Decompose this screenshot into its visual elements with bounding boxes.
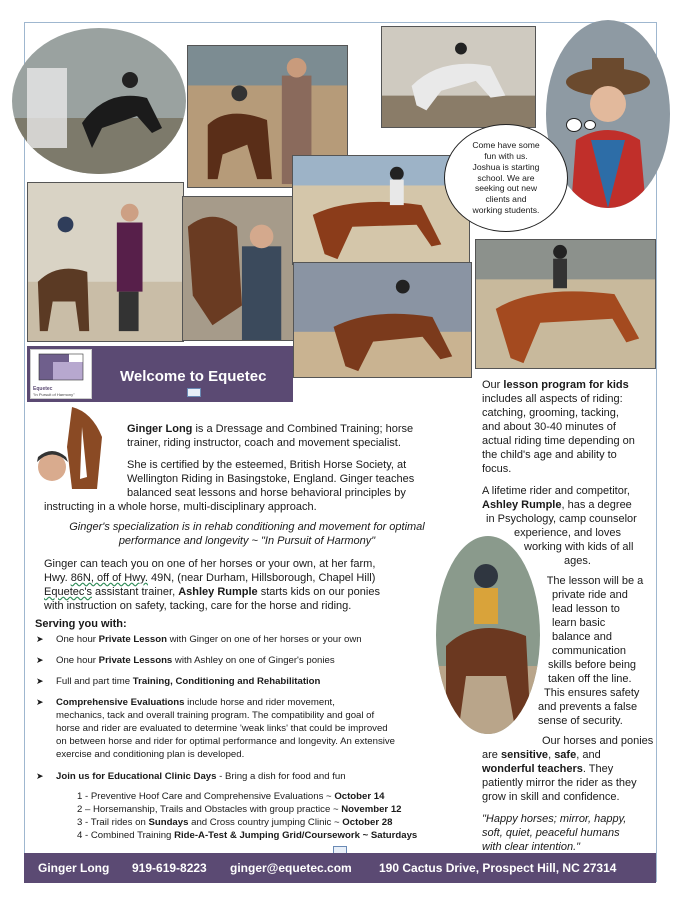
photo-grey-horse-jump bbox=[381, 26, 536, 128]
ashley-line: in Psychology, camp counselor bbox=[486, 513, 637, 525]
lesson-line: sense of security. bbox=[538, 715, 623, 727]
service-pre: One hour bbox=[56, 634, 99, 645]
clinic-item bbox=[77, 816, 392, 829]
service-pre: Full and part time bbox=[56, 676, 133, 687]
service-bold: Private Lesson bbox=[98, 634, 167, 645]
farm-line-1: Ginger can teach you on one of her horses or your own, at her farm, bbox=[44, 558, 376, 570]
arrow-bullet-icon: ➤ bbox=[36, 676, 44, 686]
service-item bbox=[36, 654, 335, 667]
ponies-line bbox=[482, 748, 601, 763]
clinic-pre: 2 – Horsemanship, Trails and Obstacles with group practice ~ bbox=[77, 804, 342, 815]
ponies-bold: safe bbox=[554, 749, 577, 761]
evaluations-line: mechanics, tack and overall training program. The compatibility and goal of bbox=[56, 710, 375, 721]
ponies-line bbox=[482, 762, 613, 777]
photo-chestnut-rider-arena bbox=[292, 155, 470, 265]
kids-line: the child's age and ability to bbox=[482, 449, 617, 461]
bubble-dot bbox=[584, 120, 596, 130]
lesson-line: private ride and bbox=[552, 589, 628, 601]
lesson-line: This ensures safety bbox=[544, 687, 640, 699]
farm-line-4: with instruction on safety, tacking, care for the horse and riding. bbox=[44, 600, 352, 612]
service-item bbox=[36, 675, 321, 688]
link-icon[interactable] bbox=[187, 388, 201, 397]
photo-ginger-with-horse bbox=[32, 407, 112, 489]
evaluations-line: exercise and conditioning plan is developed. bbox=[56, 749, 245, 760]
kids-line: catching, grooming, tacking, bbox=[482, 407, 619, 419]
intro-line-2: trainer, riding instructor, coach and movement specialist. bbox=[127, 437, 401, 449]
certified-line: balanced seat lessons and horse behavioral principles by bbox=[127, 487, 406, 499]
equetec-possessive: Equetec's bbox=[44, 586, 92, 598]
ponies-line: Our horses and ponies bbox=[542, 735, 654, 747]
photo-jumping-oval bbox=[12, 28, 186, 174]
clinic-item bbox=[77, 829, 417, 842]
ashley-line: experience, and loves bbox=[514, 527, 622, 539]
ponies-bold: wonderful teachers bbox=[482, 763, 583, 775]
logo-tagline: "In Pursuit of Harmony" bbox=[33, 392, 75, 397]
service-bold: Private Lessons bbox=[98, 655, 173, 666]
clinic-item bbox=[77, 790, 384, 803]
clinic-pre: 3 - Trail rides on bbox=[77, 817, 149, 828]
equetec-logo bbox=[30, 349, 92, 399]
farm-hwy-86: 86N, off of Hwy. bbox=[70, 572, 148, 584]
farm-line-3 bbox=[44, 585, 380, 600]
logo-name: Equetec bbox=[33, 386, 53, 392]
evaluations-line: horse and rider are evaluated to determine 'weak links' that could be improved bbox=[56, 723, 388, 734]
service-post: with Ginger on one of her horses or your own bbox=[166, 634, 362, 645]
arrow-bullet-icon: ➤ bbox=[36, 771, 44, 781]
kids-line: focus. bbox=[482, 463, 512, 475]
quote-line: "Happy horses; mirror, happy, bbox=[482, 813, 627, 825]
specialization-line-1: Ginger's specialization is in rehab conditioning and movement for optimal bbox=[69, 521, 425, 533]
arrow-bullet-icon: ➤ bbox=[36, 655, 44, 665]
farm-location: 49N, (near Durham, Hillsborough, Chapel Hill) bbox=[147, 572, 376, 584]
ashley-degree: , has a degree bbox=[561, 499, 632, 511]
clinic-pre: 4 - Combined Training bbox=[77, 830, 175, 841]
footer-email[interactable]: ginger@equetec.com bbox=[230, 861, 352, 875]
farm-hwy-label: Hwy. bbox=[44, 572, 71, 584]
bubble-line: clients and bbox=[485, 194, 527, 205]
ponies-line: patiently mirror the rider as they bbox=[482, 777, 637, 789]
certified-line: Wellington Riding in Basingstoke, England. Ginger teaches bbox=[127, 473, 415, 485]
name-ginger-long: Ginger Long bbox=[127, 423, 193, 435]
photo-child-pony-leading bbox=[27, 182, 184, 342]
kids-line: actual riding time depending on bbox=[482, 435, 635, 447]
service-pre: One hour bbox=[56, 655, 99, 666]
quote-line: soft, quiet, peaceful humans bbox=[482, 827, 620, 839]
ashley-line: ages. bbox=[564, 555, 591, 567]
lesson-line: taken off the line. bbox=[548, 673, 632, 685]
logo-mark-icon bbox=[31, 350, 91, 384]
specialization-line-2: performance and longevity ~ "In Pursuit of Harmony" bbox=[118, 535, 376, 547]
bubble-line: fun with us. bbox=[484, 151, 528, 162]
ashley-line bbox=[482, 498, 632, 513]
certified-line: instructing in a whole horse, multi-disciplinary approach. bbox=[44, 501, 317, 513]
ponies-pre: are bbox=[482, 749, 501, 761]
farm-line-2 bbox=[44, 571, 375, 586]
ponies-bold: sensitive bbox=[500, 749, 549, 761]
quote-line: with clear intention." bbox=[482, 841, 581, 853]
photo-chestnut-horse-trot bbox=[475, 239, 656, 369]
clinic-bold: Ride-A-Test & Jumping Grid/Coursework ~ Saturdays bbox=[174, 830, 418, 841]
bubble-line: working students. bbox=[472, 204, 540, 215]
certified-line: She is certified by the esteemed, British Horse Society, at bbox=[127, 459, 407, 471]
thought-bubble bbox=[444, 124, 568, 232]
service-post: with Ashley on one of Ginger's ponies bbox=[172, 655, 335, 666]
footer-phone[interactable]: 919-619-8223 bbox=[132, 861, 207, 875]
clinic-pre: 1 - Preventive Hoof Care and Comprehensive Evaluations ~ bbox=[77, 791, 335, 802]
lesson-line: balance and bbox=[552, 631, 612, 643]
ponies-post: , and bbox=[576, 749, 601, 761]
name-ashley-rumple: Ashley Rumple bbox=[482, 499, 562, 511]
kids-line: and about 30-40 minutes of bbox=[482, 421, 616, 433]
farm-mid-text: assistant trainer, bbox=[91, 586, 179, 598]
bubble-dot bbox=[566, 118, 582, 132]
ashley-line: working with kids of all bbox=[524, 541, 634, 553]
service-clinics bbox=[36, 770, 346, 783]
clinic-bold: October 14 bbox=[334, 791, 385, 802]
footer-contact-bar bbox=[24, 853, 656, 883]
service-bold: Training, Conditioning and Rehabilitation bbox=[132, 676, 321, 687]
clinic-bold: Sundays bbox=[148, 817, 189, 828]
kids-line: includes all aspects of riding: bbox=[482, 393, 623, 405]
evaluations-line: on between horse and rider for optimal performance and longevity. An extensive bbox=[56, 736, 395, 747]
photo-pony-closeup bbox=[182, 196, 296, 341]
arrow-bullet-icon: ➤ bbox=[36, 634, 44, 644]
arrow-bullet-icon: ➤ bbox=[36, 697, 44, 707]
bubble-line: seeking out new bbox=[474, 183, 538, 194]
clinic-item bbox=[77, 803, 402, 816]
lesson-line: learn basic bbox=[552, 617, 606, 629]
service-evaluations bbox=[36, 696, 335, 709]
lesson-line: skills before being bbox=[548, 659, 637, 671]
kids-pre: Our bbox=[482, 379, 504, 391]
intro-line-1 bbox=[127, 422, 413, 437]
bubble-line: Joshua is starting bbox=[472, 161, 540, 172]
lesson-line: lead lesson to bbox=[552, 603, 620, 615]
clinics-bold: Join us for Educational Clinic Days bbox=[56, 771, 217, 782]
clinic-bold: October 28 bbox=[342, 817, 393, 828]
ponies-post: . They bbox=[582, 763, 614, 775]
name-ashley-rumple: Ashley Rumple bbox=[178, 586, 258, 598]
evaluations-bold: Comprehensive Evaluations bbox=[56, 697, 185, 708]
photo-horse-indoor-arena bbox=[293, 262, 472, 378]
evaluations-text: include horse and rider movement, bbox=[184, 697, 335, 708]
welcome-title: Welcome to Equetec bbox=[120, 368, 267, 385]
lesson-line: communication bbox=[552, 645, 626, 657]
kids-line-1 bbox=[482, 378, 629, 393]
service-item bbox=[36, 633, 362, 646]
photo-child-on-pony-oval bbox=[436, 536, 540, 734]
kids-bold: lesson program for kids bbox=[503, 379, 629, 391]
serving-title: Serving you with: bbox=[35, 618, 127, 630]
clinic-bold: November 12 bbox=[341, 804, 402, 815]
bubble-line: school. We are bbox=[477, 172, 535, 183]
lesson-line: and prevents a false bbox=[538, 701, 638, 713]
ponies-line: grow in skill and confidence. bbox=[482, 791, 620, 803]
footer-name: Ginger Long bbox=[38, 861, 110, 875]
clinics-text: - Bring a dish for food and fun bbox=[216, 771, 346, 782]
bubble-line: Come have some bbox=[472, 140, 540, 151]
lesson-line: The lesson will be a bbox=[546, 575, 644, 587]
ponies-sep: , bbox=[548, 749, 555, 761]
footer-address: 190 Cactus Drive, Prospect Hill, NC 27314 bbox=[379, 861, 617, 875]
farm-post-text: starts kids on our ponies bbox=[257, 586, 380, 598]
clinic-mid: and Cross country jumping Clinic ~ bbox=[188, 817, 343, 828]
ashley-line: A lifetime rider and competitor, bbox=[482, 485, 630, 497]
intro-rest: is a Dressage and Combined Training; horse bbox=[192, 423, 414, 435]
